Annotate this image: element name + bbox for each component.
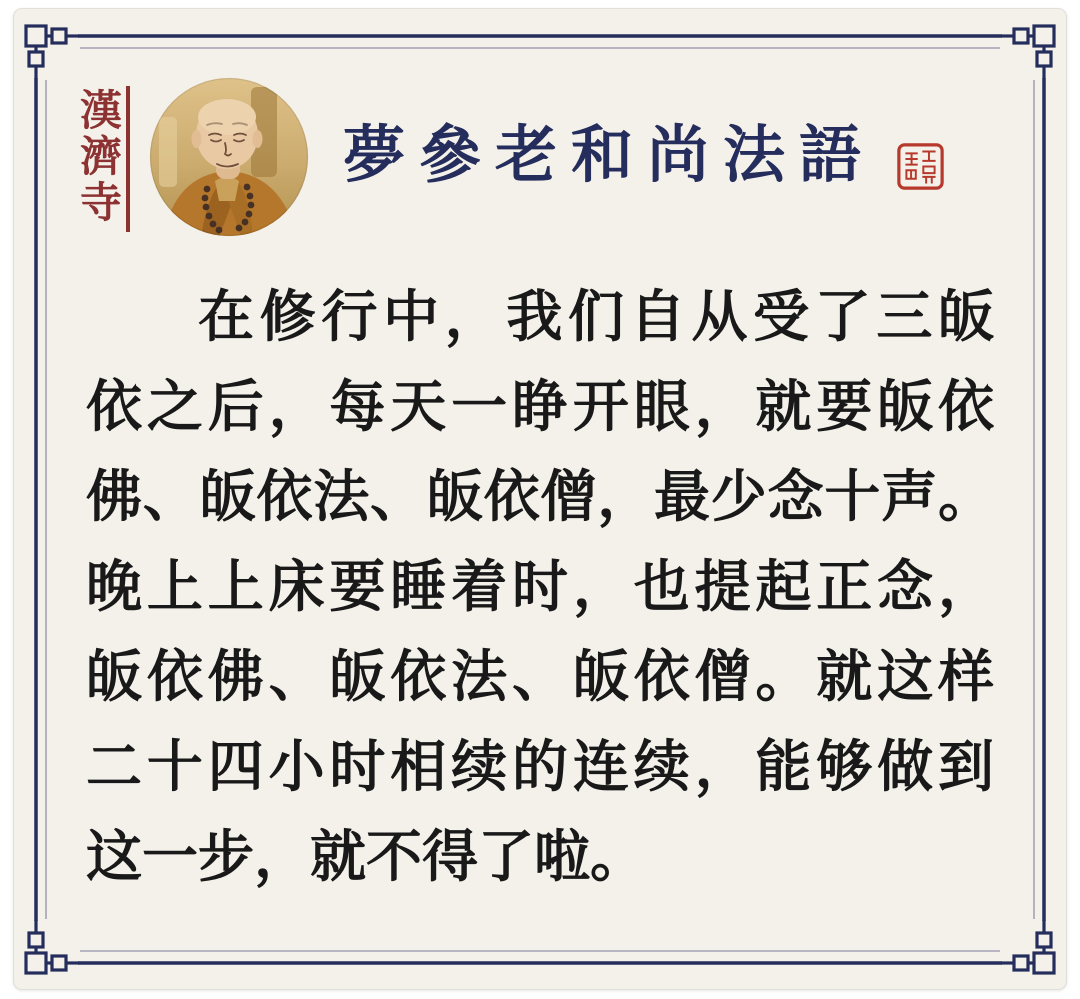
- quote-line: 二十四小时相续的连续，能够做到: [86, 734, 994, 800]
- quote-line: 在修行中，我们自从受了三皈: [198, 284, 994, 350]
- quote-line: 晚上上床要睡着时，也提起正念，: [86, 554, 994, 620]
- seal-stamp-icon: [897, 143, 944, 190]
- monk-portrait: [149, 77, 309, 237]
- red-divider-line: [126, 86, 130, 232]
- quote-line: 皈依佛、皈依法、皈依僧。就这样: [86, 644, 994, 710]
- page-title: 夢參老和尚法語: [343, 118, 876, 191]
- quote-line: 佛、皈依法、皈依僧，最少念十声。: [86, 464, 994, 530]
- quote-text: [86, 272, 994, 902]
- quote-line: 这一步，就不得了啦。: [86, 824, 646, 890]
- temple-name: 漢濟寺: [74, 88, 123, 226]
- quote-line: 依之后，每天一睁开眼，就要皈依: [86, 374, 994, 440]
- monk-portrait-image: [149, 77, 309, 237]
